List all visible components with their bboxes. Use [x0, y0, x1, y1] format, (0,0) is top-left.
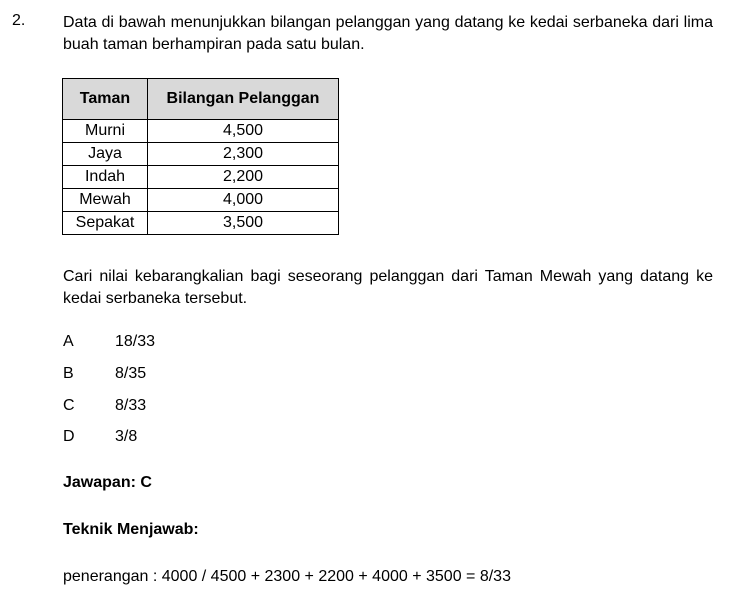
table-cell-taman: Sepakat: [63, 212, 148, 235]
option-d: [63, 426, 137, 448]
table-cell-bilangan: 2,200: [148, 166, 339, 189]
table-cell-bilangan: 4,000: [148, 189, 339, 212]
option-value: 18/33: [115, 333, 156, 350]
header-bilangan: Bilangan Pelanggan: [148, 79, 339, 120]
table-row: [63, 120, 339, 143]
question-prompt: Cari nilai kebarangkalian bagi seseorang pelanggan dari Taman Mewah yang datang ke kedai serbaneka tersebut.: [63, 268, 713, 307]
table-cell-bilangan: 3,500: [148, 212, 339, 235]
customer-table: [62, 78, 339, 235]
table-cell-taman: Indah: [63, 166, 148, 189]
option-letter: D: [63, 428, 75, 445]
option-c: [63, 395, 146, 417]
table-row: [63, 166, 339, 189]
option-value: 8/33: [115, 397, 147, 414]
option-letter: A: [63, 333, 74, 350]
table-cell-bilangan: 2,300: [148, 143, 339, 166]
table-cell-bilangan: 4,500: [148, 120, 339, 143]
table-row: [63, 212, 339, 235]
question-intro: Data di bawah menunjukkan bilangan pelanggan yang datang ke kedai serbaneka dari lima buah taman berhampiran pada satu bulan.: [63, 14, 713, 53]
table-row: [63, 189, 339, 212]
option-letter: C: [63, 397, 75, 414]
explanation-line: penerangan : 4000 / 4500 + 2300 + 2200 + 4000 + 3500 = 8/33: [63, 568, 511, 585]
table-cell-taman: Mewah: [63, 189, 148, 212]
option-value: 8/35: [115, 365, 147, 382]
answer-line: Jawapan: C: [63, 474, 152, 491]
table-cell-taman: Murni: [63, 120, 148, 143]
question-number: 2.: [12, 12, 26, 29]
table-cell-taman: Jaya: [63, 143, 148, 166]
table-header-row: [63, 79, 339, 120]
option-letter: B: [63, 365, 74, 382]
option-a: [63, 331, 155, 353]
option-b: [63, 363, 146, 385]
header-taman: Taman: [63, 79, 148, 120]
technique-title: Teknik Menjawab:: [63, 521, 199, 538]
table-row: [63, 143, 339, 166]
option-value: 3/8: [115, 428, 138, 445]
